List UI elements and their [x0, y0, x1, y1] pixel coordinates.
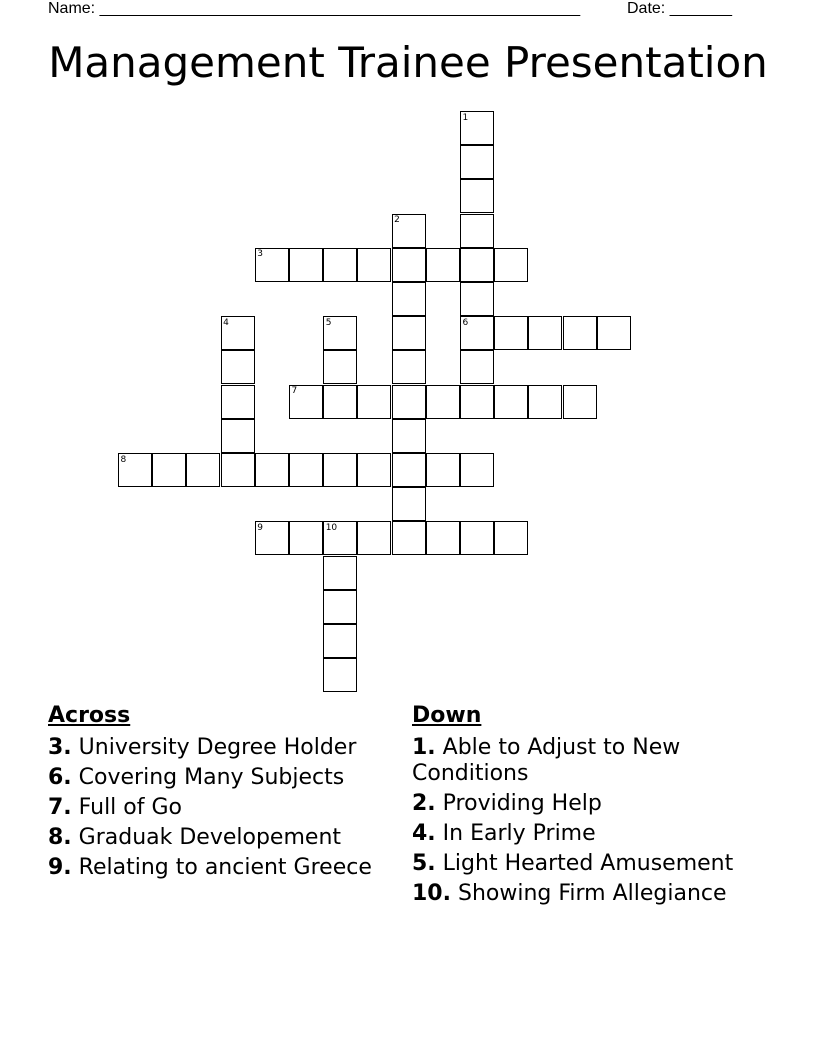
crossword-cell[interactable]: [323, 350, 357, 384]
down-clue: [412, 735, 772, 787]
crossword-cell[interactable]: [460, 453, 494, 487]
clue-text: In Early Prime: [442, 821, 596, 846]
across-clue: [48, 825, 388, 851]
date-line: Date: _______: [627, 0, 732, 17]
name-line: Name: ______________________________________________________: [48, 0, 581, 17]
crossword-cell[interactable]: [221, 453, 255, 487]
clue-number-label: 3: [257, 249, 264, 260]
clue-number: 8.: [48, 825, 72, 850]
crossword-cell[interactable]: [392, 248, 426, 282]
crossword-cell[interactable]: [460, 214, 494, 248]
clue-text: Providing Help: [442, 791, 602, 816]
clue-number-label: 2: [394, 215, 400, 226]
across-clue: [48, 795, 388, 821]
clue-number-label: 10: [325, 522, 338, 533]
clue-text: Relating to ancient Greece: [78, 855, 372, 880]
crossword-cell[interactable]: [255, 453, 289, 487]
crossword-cell[interactable]: [597, 316, 631, 350]
crossword-cell[interactable]: [494, 385, 528, 419]
crossword-cell[interactable]: [460, 179, 494, 213]
page-title: Management Trainee Presentation: [48, 38, 768, 87]
crossword-cell[interactable]: [152, 453, 186, 487]
crossword-cell[interactable]: [528, 316, 562, 350]
crossword-cell[interactable]: [494, 248, 528, 282]
crossword-cell[interactable]: [563, 316, 597, 350]
crossword-cell[interactable]: [460, 521, 494, 555]
clue-number-label: 1: [462, 112, 469, 123]
down-heading: Down: [412, 703, 482, 728]
clue-number: 10.: [412, 881, 451, 906]
across-heading: Across: [48, 703, 131, 728]
down-clue: [412, 821, 772, 847]
clue-text: Full of Go: [78, 795, 182, 820]
across-clue: [48, 765, 388, 791]
crossword-cell[interactable]: [323, 624, 357, 658]
clue-text: Able to Adjust to New Conditions: [412, 735, 681, 786]
crossword-cell[interactable]: [392, 350, 426, 384]
crossword-cell[interactable]: [392, 487, 426, 521]
crossword-cell[interactable]: [323, 658, 357, 692]
crossword-cell[interactable]: [426, 248, 460, 282]
across-clues: [48, 703, 388, 885]
crossword-cell[interactable]: [460, 145, 494, 179]
clue-number: 2.: [412, 791, 436, 816]
crossword-cell[interactable]: [289, 521, 323, 555]
down-clues: [412, 703, 772, 911]
crossword-cell[interactable]: [357, 453, 391, 487]
crossword-cell[interactable]: [494, 316, 528, 350]
crossword-cell[interactable]: [460, 350, 494, 384]
clue-number-label: 5: [325, 317, 332, 328]
clue-text: Covering Many Subjects: [78, 765, 345, 790]
crossword-cell[interactable]: [460, 385, 494, 419]
clue-number-label: 8: [120, 454, 127, 465]
crossword-cell[interactable]: [392, 385, 426, 419]
crossword-cell[interactable]: [323, 453, 357, 487]
crossword-cell[interactable]: [323, 248, 357, 282]
crossword-cell[interactable]: [426, 385, 460, 419]
down-clue: [412, 851, 772, 877]
crossword-cell[interactable]: [460, 248, 494, 282]
crossword-cell[interactable]: [494, 521, 528, 555]
clue-text: Light Hearted Amusement: [442, 851, 734, 876]
crossword-cell[interactable]: [392, 419, 426, 453]
crossword-cell[interactable]: [323, 556, 357, 590]
across-clue: [48, 735, 388, 761]
crossword-cell[interactable]: [392, 282, 426, 316]
crossword-cell[interactable]: [426, 453, 460, 487]
crossword-cell[interactable]: [323, 590, 357, 624]
clue-number: 3.: [48, 735, 72, 760]
crossword-cell[interactable]: [563, 385, 597, 419]
crossword-cell[interactable]: [221, 350, 255, 384]
clue-number: 5.: [412, 851, 436, 876]
crossword-cell[interactable]: [357, 385, 391, 419]
crossword-cell[interactable]: [460, 282, 494, 316]
crossword-cell[interactable]: [392, 521, 426, 555]
crossword-cell[interactable]: [426, 521, 460, 555]
clue-number: 4.: [412, 821, 436, 846]
crossword-cell[interactable]: [186, 453, 220, 487]
clue-number-label: 4: [223, 317, 229, 328]
clue-number: 6.: [48, 765, 72, 790]
across-clue: [48, 855, 388, 881]
crossword-cell[interactable]: [289, 453, 323, 487]
clue-text: Showing Firm Allegiance: [457, 881, 727, 906]
crossword-cell[interactable]: [289, 248, 323, 282]
crossword-cell[interactable]: [392, 453, 426, 487]
down-clue: [412, 881, 772, 907]
crossword-cell[interactable]: [357, 248, 391, 282]
clue-number: 9.: [48, 855, 72, 880]
clue-number: 7.: [48, 795, 72, 820]
clue-number-label: 9: [257, 522, 264, 533]
crossword-cell[interactable]: [392, 316, 426, 350]
crossword-cell[interactable]: [221, 419, 255, 453]
crossword-cell[interactable]: [221, 385, 255, 419]
clue-number-label: 6: [462, 317, 469, 328]
clue-number: 1.: [412, 735, 436, 760]
crossword-cell[interactable]: [357, 521, 391, 555]
crossword-cell[interactable]: [323, 385, 357, 419]
crossword-cell[interactable]: [528, 385, 562, 419]
down-clue: [412, 791, 772, 817]
clue-number-label: 7: [291, 386, 298, 397]
clue-text: Graduak Developement: [78, 825, 342, 850]
clue-text: University Degree Holder: [78, 735, 357, 760]
